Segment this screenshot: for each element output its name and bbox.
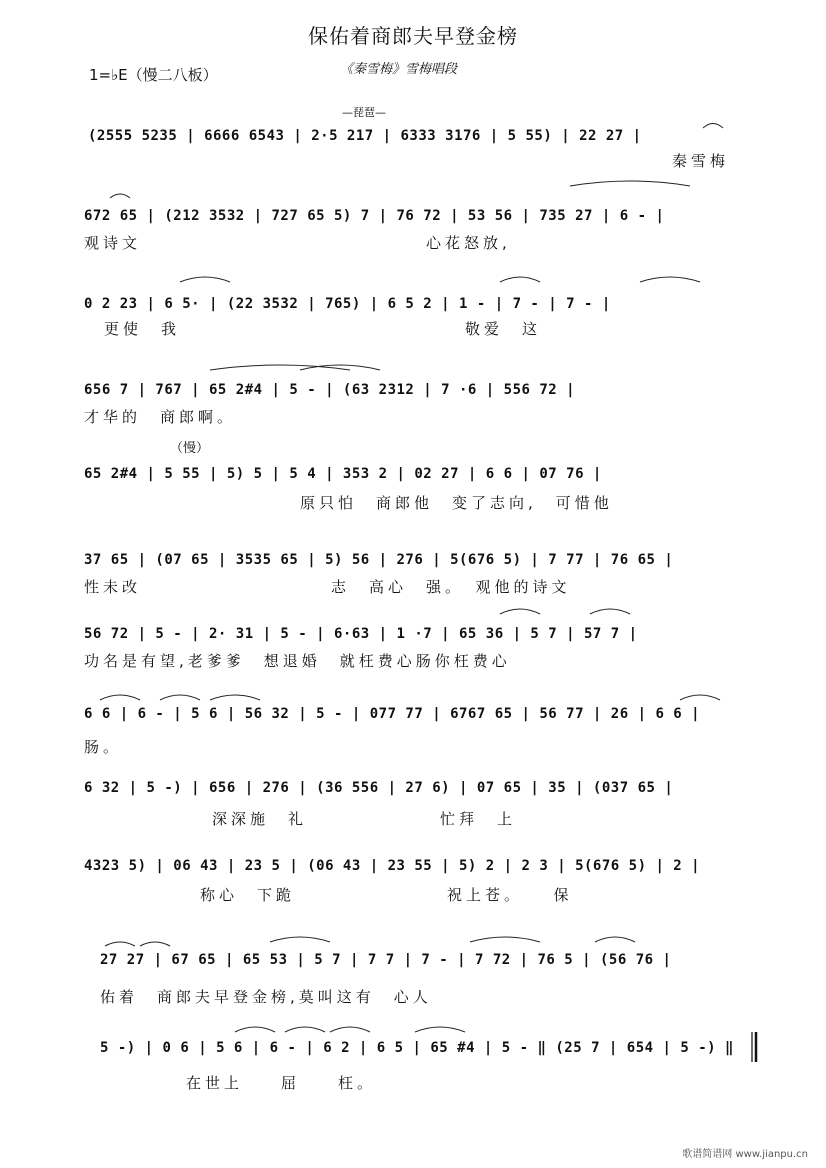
lyric-row: 称心 下跪 祝上苍。 保	[200, 886, 573, 904]
song-subtitle: 《秦雪梅》雪梅唱段	[340, 62, 458, 77]
lyric-row: 深深施 礼 忙拜 上	[212, 810, 517, 828]
notation-row: 6 32 | 5 -) | 656 | 276 | (36 556 | 27 6) | 07 65 | 35 | (037 65 |	[84, 780, 674, 796]
notation-row: 37 65 | (07 65 | 3535 65 | 5) 56 | 276 | 5(676 5) | 7 77 | 76 65 |	[84, 552, 674, 568]
notation-row: 656 7 | 767 | 65 2#4 | 5 - | (63 2312 | 7 ·6 | 556 72 |	[84, 382, 576, 398]
lyric-row: 肠。	[84, 738, 123, 756]
notation-row: 6 6 | 6 - | 5 6 | 56 32 | 5 - | 077 77 | 6767 65 | 56 77 | 26 | 6 6 |	[84, 706, 701, 722]
lyric-row: 更使 我 敬爱 这	[104, 320, 542, 338]
lyric-row: 才华的 商郎啊。	[84, 408, 237, 426]
lyric-row: 功名是有望,老爹爹 想退婚 就枉费心肠你枉费心	[84, 652, 511, 670]
notation-row: 5 -) | 0 6 | 5 6 | 6 - | 6 2 | 6 5 | 65 #4 | 5 - ‖ (25 7 | 654 | 5 -) ‖	[100, 1040, 734, 1056]
watermark: 歌谱简谱网 www.jianpu.cn	[682, 1149, 808, 1160]
lyric-row: 原只怕 商郎他 变了志向, 可惜他	[300, 494, 613, 512]
notation-row: 0 2 23 | 6 5· | (22 3532 | 765) | 6 5 2 | 1 - | 7 - | 7 - |	[84, 296, 611, 312]
lyric-row: 佑着 商郎夫早登金榜,莫叫这有 心人	[100, 988, 432, 1006]
notation-row: 672 65 | (212 3532 | 727 65 5) 7 | 76 72 | 53 56 | 735 27 | 6 - |	[84, 208, 665, 224]
notation-row: 65 2#4 | 5 55 | 5) 5 | 5 4 | 353 2 | 02 27 | 6 6 | 07 76 |	[84, 466, 602, 482]
lyric-row: 观诗文 心花怒放,	[84, 234, 511, 252]
instrument-label: —琵琶—	[342, 106, 386, 119]
notation-row: (2555 5235 | 6666 6543 | 2·5 217 | 6333 3176 | 5 55) | 22 27 |	[88, 128, 642, 144]
notation-row: 27 27 | 67 65 | 65 53 | 5 7 | 7 7 | 7 - | 7 72 | 76 5 | (56 76 |	[100, 952, 672, 968]
key-signature: 1=♭E（慢二八板）	[89, 66, 218, 84]
notation-row: 4323 5) | 06 43 | 23 5 | (06 43 | 23 55 | 5) 2 | 2 3 | 5(676 5) | 2 |	[84, 858, 701, 874]
lyric-row: 在世上 屈 枉。	[186, 1074, 377, 1092]
lyric-row: 性未改 志 高心 强。 观他的诗文	[84, 578, 571, 596]
song-title: 保佑着商郎夫早登金榜	[308, 24, 518, 48]
lyric-row: 秦雪梅	[672, 152, 730, 170]
notation-row: 56 72 | 5 - | 2· 31 | 5 - | 6·63 | 1 ·7 | 65 36 | 5 7 | 57 7 |	[84, 626, 638, 642]
tempo-marking: （慢）	[170, 441, 210, 456]
